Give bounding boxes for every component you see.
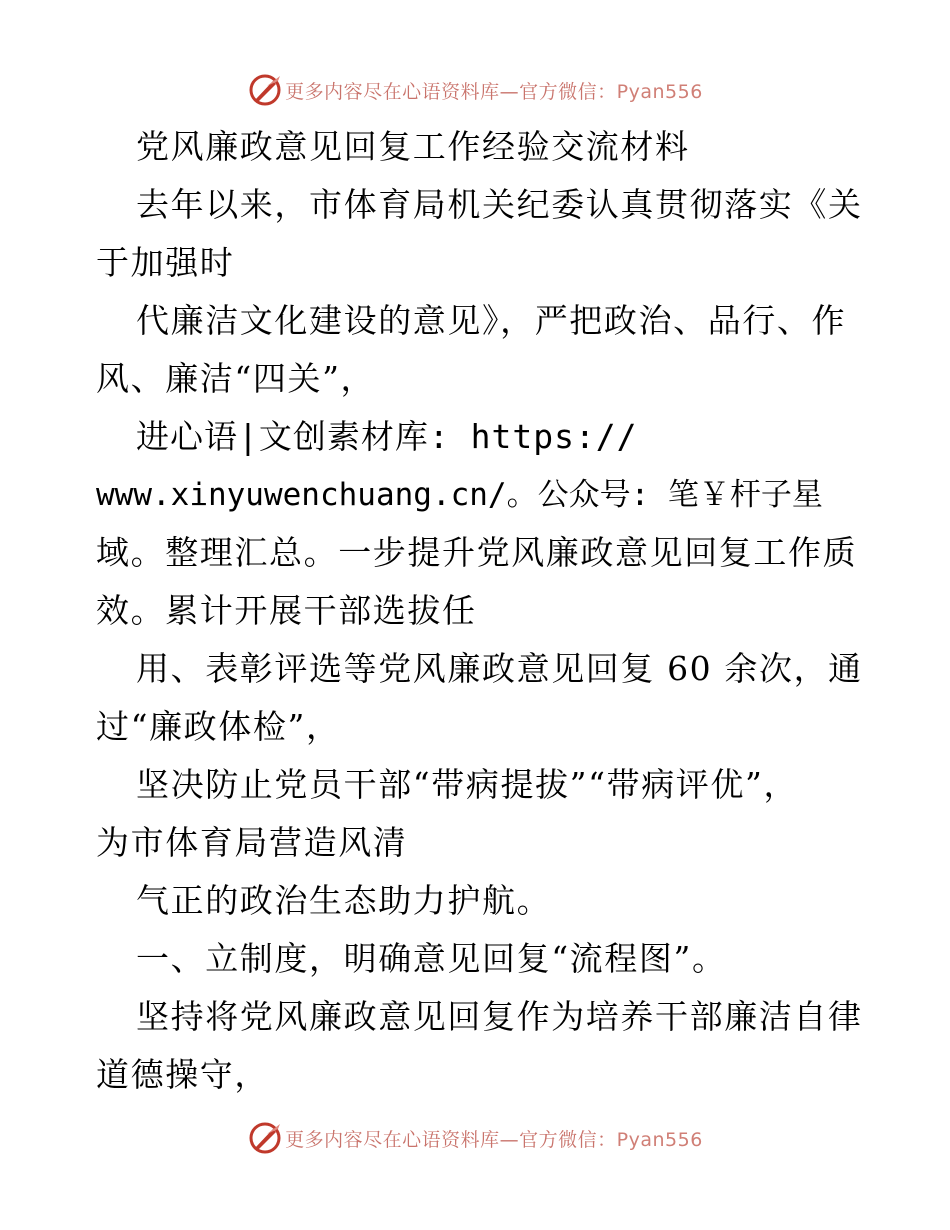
- banner-text: [285, 1125, 703, 1152]
- document-body: [96, 118, 863, 1104]
- header-banner: [0, 70, 950, 110]
- text-line: 过“廉政体检”，: [96, 707, 341, 746]
- text-line: 域。整理汇总。一步提升党风廉政意见回复工作质: [96, 533, 858, 572]
- text-line: 为市体育局营造风清: [96, 823, 408, 862]
- text-line: 用、表彰评选等党风廉政意见回复 60 余次，通: [136, 649, 863, 688]
- text-line: www.xinyuwenchuang.cn/。公众号: 笔￥杆子星: [96, 477, 823, 513]
- banner-wechat-id: Pyan556: [616, 1128, 703, 1151]
- quill-logo-icon: [247, 72, 283, 108]
- text-line: 气正的政治生态助力护航。: [136, 881, 552, 920]
- text-line: 于加强时: [96, 243, 235, 282]
- text-line: 道德操守，: [96, 1055, 269, 1094]
- text-line: 坚决防止党员干部“带病提拔”“带病评优”，: [136, 765, 799, 804]
- text-line: 效。累计开展干部选拔任: [96, 591, 477, 630]
- banner-label: 更多内容尽在心语资料库—官方微信：: [285, 80, 617, 103]
- document-title: 党风廉政意见回复工作经验交流材料: [136, 127, 690, 166]
- banner-text: [285, 77, 703, 104]
- banner-label: 更多内容尽在心语资料库—官方微信：: [285, 1128, 617, 1151]
- footer-banner: [0, 1118, 950, 1158]
- quill-logo-icon: [247, 1120, 283, 1156]
- section-heading: 一、立制度，明确意见回复“流程图”。: [136, 939, 727, 978]
- text-line: 去年以来，市体育局机关纪委认真贯彻落实《关: [136, 185, 863, 224]
- text-line: 进心语|文创素材库: https://: [136, 417, 638, 456]
- text-line: 代廉洁文化建设的意见》，严把政治、品行、作: [136, 301, 847, 340]
- text-line: 坚持将党风廉政意见回复作为培养干部廉洁自律: [136, 997, 863, 1036]
- banner-wechat-id: Pyan556: [616, 80, 703, 103]
- text-line: 风、廉洁“四关”，: [96, 359, 376, 398]
